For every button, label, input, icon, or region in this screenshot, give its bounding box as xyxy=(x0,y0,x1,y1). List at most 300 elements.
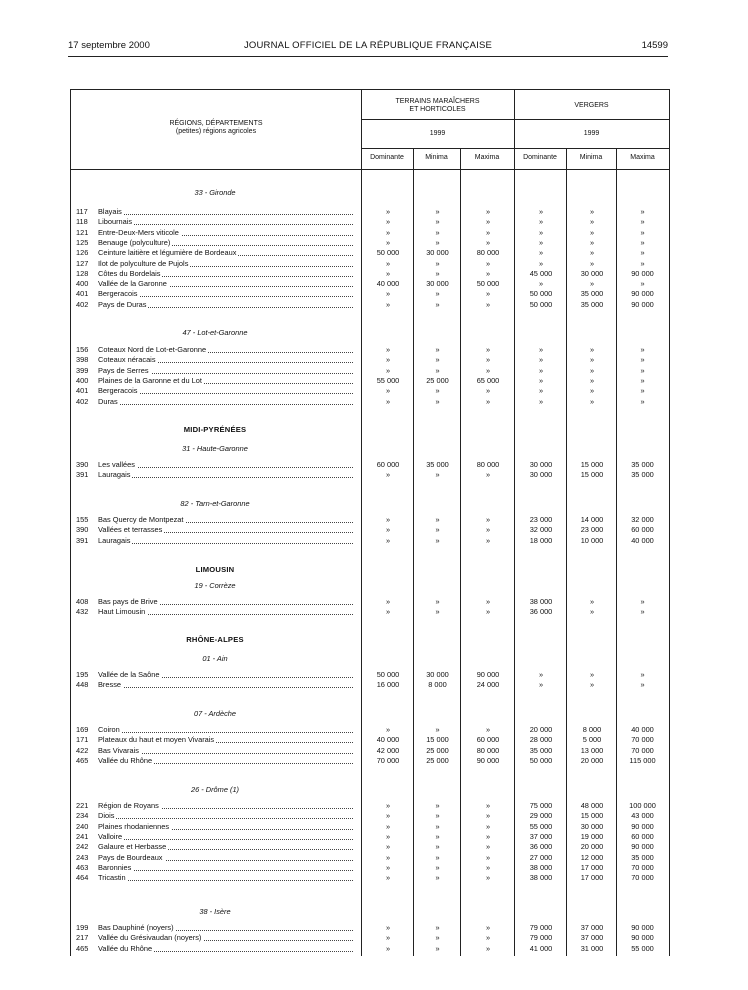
table-row xyxy=(70,460,668,470)
region-name: Blayais xyxy=(98,207,122,216)
table-row xyxy=(70,725,668,735)
value-cell: » xyxy=(538,680,544,690)
table-row xyxy=(70,269,668,279)
region-name: Ceinture laitière et légumière de Bordeaux xyxy=(98,248,237,258)
region-name: Vallée de la Saône xyxy=(98,670,160,679)
region-column-header xyxy=(71,120,361,136)
value-cell: 60 000 xyxy=(631,525,654,535)
value-cell: » xyxy=(385,289,391,299)
region-heading: LIMOUSIN xyxy=(195,565,235,574)
region-name: Vallées et terrasses xyxy=(98,525,163,535)
table-row xyxy=(70,853,668,863)
value-cell: » xyxy=(435,217,440,227)
region-name: Plaines de la Garonne et du Lot xyxy=(98,375,202,385)
value-cell: » xyxy=(485,515,491,524)
value-cell: » xyxy=(640,345,645,354)
header-divider xyxy=(361,148,669,149)
value-cell: 90 000 xyxy=(476,670,500,679)
region-name-cell xyxy=(98,525,353,535)
value-cell: 80 000 xyxy=(476,248,500,258)
value-cell: 35 000 xyxy=(580,299,604,309)
region-name-cell xyxy=(98,386,353,396)
value-cell: 16 000 xyxy=(376,680,400,690)
value-cell: » xyxy=(538,396,544,406)
value-cell: » xyxy=(435,862,440,872)
region-name-cell xyxy=(98,515,353,525)
leader-dots xyxy=(98,880,353,881)
value-cell: » xyxy=(435,289,440,299)
value-cell: » xyxy=(485,237,491,247)
value-cell: 90 000 xyxy=(631,842,654,852)
value-cell: » xyxy=(589,217,595,227)
table-row xyxy=(70,811,668,821)
value-cell: » xyxy=(485,821,491,831)
value-cell: » xyxy=(640,207,645,216)
table-row xyxy=(70,397,668,407)
value-cell: » xyxy=(435,852,440,862)
value-cell: » xyxy=(435,345,440,354)
value-cell: 35 000 xyxy=(631,470,654,480)
region-name-cell xyxy=(98,933,353,943)
region-code: 128 xyxy=(76,268,89,278)
region-name-cell xyxy=(98,269,353,279)
value-cell: » xyxy=(538,279,544,289)
value-cell: 38 000 xyxy=(529,873,553,883)
value-cell: » xyxy=(589,248,595,258)
value-cell: 13 000 xyxy=(580,745,604,755)
value-cell: 79 000 xyxy=(529,933,553,943)
department-heading: 47 - Lot-et-Garonne xyxy=(182,328,248,337)
region-code: 391 xyxy=(76,470,89,480)
value-cell: » xyxy=(385,345,391,354)
value-cell: » xyxy=(485,852,491,862)
value-cell: 90 000 xyxy=(631,923,654,932)
region-name-cell xyxy=(98,366,353,376)
value-cell: 50 000 xyxy=(376,248,400,258)
value-cell: » xyxy=(538,227,544,237)
table-row xyxy=(70,822,668,832)
value-cell: » xyxy=(485,345,491,354)
region-name-cell xyxy=(98,217,353,227)
region-name-cell xyxy=(98,355,353,365)
value-cell: 20 000 xyxy=(580,755,604,765)
value-cell: 35 000 xyxy=(631,852,654,862)
value-cell: » xyxy=(538,375,544,385)
value-cell: » xyxy=(485,355,491,365)
region-name: Libournais xyxy=(98,217,133,227)
value-cell: 30 000 xyxy=(580,821,604,831)
region-name: Vallée de la Garonne xyxy=(98,279,167,289)
value-cell: 40 000 xyxy=(376,279,400,289)
value-cell: 90 000 xyxy=(631,933,654,943)
leader-dots xyxy=(98,214,353,215)
value-cell: » xyxy=(485,873,491,883)
leader-dots xyxy=(98,404,353,405)
region-name-cell xyxy=(98,536,353,546)
value-cell: » xyxy=(435,923,440,932)
value-cell: » xyxy=(640,217,645,227)
value-cell: » xyxy=(435,207,440,216)
value-cell: 37 000 xyxy=(580,933,604,943)
value-cell: 43 000 xyxy=(631,811,654,821)
year-header-2: 1999 xyxy=(583,130,600,137)
region-code: 400 xyxy=(76,375,89,385)
region-name: Coiron xyxy=(98,725,120,734)
value-cell: » xyxy=(385,725,391,734)
leader-dots xyxy=(98,732,353,733)
value-cell: 80 000 xyxy=(476,460,500,469)
value-cell: » xyxy=(435,597,440,606)
value-cell: 70 000 xyxy=(631,745,654,755)
value-cell: » xyxy=(385,873,391,883)
header-title: JOURNAL OFFICIEL DE LA RÉPUBLIQUE FRANÇAISE xyxy=(243,40,493,51)
value-cell: » xyxy=(385,943,391,953)
value-cell: 90 000 xyxy=(631,289,654,299)
value-cell: » xyxy=(485,943,491,953)
region-code: 234 xyxy=(76,811,89,821)
value-cell: » xyxy=(485,227,491,237)
region-name: Lauragais xyxy=(98,535,131,545)
value-cell: » xyxy=(640,237,645,247)
region-name-cell xyxy=(98,279,353,289)
region-code: 399 xyxy=(76,365,89,375)
value-cell: » xyxy=(485,268,491,278)
region-name: Pays de Duras xyxy=(98,299,147,309)
leader-dots xyxy=(98,687,353,688)
value-cell: » xyxy=(485,607,491,617)
region-code: 390 xyxy=(76,460,89,469)
region-column-subtitle: (petites) régions agricoles xyxy=(175,128,257,135)
region-name: Plateaux du haut et moyen Vivarais xyxy=(98,735,215,745)
value-cell: 12 000 xyxy=(580,852,604,862)
value-cell: 15 000 xyxy=(426,735,449,745)
department-heading: 01 - Ain xyxy=(202,654,228,663)
region-name: Haut Limousin xyxy=(98,607,146,617)
value-cell: 60 000 xyxy=(376,460,400,469)
value-cell: » xyxy=(640,607,645,617)
region-code: 217 xyxy=(76,933,89,943)
region-name: Valloire xyxy=(98,831,123,841)
region-name: Duras xyxy=(98,396,118,406)
region-name: Bresse xyxy=(98,680,122,690)
value-cell: » xyxy=(538,670,544,679)
region-name-cell xyxy=(98,300,353,310)
table-row xyxy=(70,289,668,299)
region-code: 199 xyxy=(76,923,89,932)
value-cell: » xyxy=(640,279,645,289)
region-code: 169 xyxy=(76,725,89,734)
region-name: Côtes du Bordelais xyxy=(98,268,161,278)
region-name: Vallée du Rhône xyxy=(98,943,153,953)
region-code: 155 xyxy=(76,515,89,524)
region-code: 464 xyxy=(76,873,89,883)
table-row xyxy=(70,279,668,289)
value-cell: 10 000 xyxy=(580,535,604,545)
value-cell: 50 000 xyxy=(529,755,553,765)
region-name-cell xyxy=(98,842,353,852)
value-cell: » xyxy=(485,831,491,841)
value-cell: » xyxy=(435,268,440,278)
region-name: Région de Royans xyxy=(98,801,159,810)
value-cell: » xyxy=(640,365,645,375)
region-name-cell xyxy=(98,238,353,248)
value-cell: 79 000 xyxy=(529,923,553,932)
value-cell: 30 000 xyxy=(529,460,553,469)
value-cell: 55 000 xyxy=(631,943,654,953)
value-cell: 31 000 xyxy=(580,943,604,953)
region-name-cell xyxy=(98,822,353,832)
value-cell: » xyxy=(385,607,391,617)
value-cell: 15 000 xyxy=(580,811,604,821)
region-name-cell xyxy=(98,289,353,299)
region-name: Diois xyxy=(98,811,115,821)
value-cell: » xyxy=(485,923,491,932)
table-row xyxy=(70,386,668,396)
header-rule xyxy=(68,56,668,57)
value-cell: » xyxy=(435,525,440,535)
value-cell: » xyxy=(435,933,440,943)
value-cell: » xyxy=(385,217,391,227)
value-cell: 90 000 xyxy=(476,755,500,765)
value-cell: 80 000 xyxy=(476,745,500,755)
table-row xyxy=(70,207,668,217)
value-cell: » xyxy=(640,258,645,268)
col-header-dominante: Dominante xyxy=(523,154,557,161)
group-header-terrains-line1: TERRAINS MARAÎCHERS xyxy=(395,98,480,105)
value-cell: » xyxy=(435,237,440,247)
value-cell: » xyxy=(435,831,440,841)
region-name-cell xyxy=(98,248,353,258)
region-column-title: RÉGIONS, DÉPARTEMENTS xyxy=(169,120,263,127)
region-name-cell xyxy=(98,207,353,217)
region-name-cell xyxy=(98,680,353,690)
value-cell: » xyxy=(485,396,491,406)
region-name: Bergeracois xyxy=(98,386,138,396)
value-cell: » xyxy=(485,933,491,943)
department-heading: 19 - Corrèze xyxy=(194,581,236,590)
value-cell: » xyxy=(435,725,440,734)
value-cell: » xyxy=(640,680,645,690)
leader-dots xyxy=(98,818,353,819)
value-cell: » xyxy=(485,470,491,480)
region-name: Plaines rhodaniennes xyxy=(98,821,170,831)
value-cell: 75 000 xyxy=(529,801,553,810)
value-cell: 38 000 xyxy=(529,597,553,606)
value-cell: 5 000 xyxy=(582,735,602,745)
leader-dots xyxy=(98,543,353,544)
value-cell: » xyxy=(485,811,491,821)
department-heading: 38 - Isère xyxy=(199,907,231,916)
region-name-cell xyxy=(98,863,353,873)
value-cell: » xyxy=(538,355,544,365)
table-row xyxy=(70,873,668,883)
department-heading: 82 - Tarn-et-Garonne xyxy=(180,499,250,508)
value-cell: 45 000 xyxy=(529,268,553,278)
region-name-cell xyxy=(98,597,353,607)
value-cell: » xyxy=(385,842,391,852)
value-cell: 50 000 xyxy=(529,289,553,299)
region-name-cell xyxy=(98,801,353,811)
value-cell: » xyxy=(485,801,491,810)
region-code: 118 xyxy=(76,217,88,227)
value-cell: 17 000 xyxy=(580,862,604,872)
value-cell: » xyxy=(538,258,544,268)
region-name-cell xyxy=(98,853,353,863)
header-page-number: 14599 xyxy=(641,40,668,51)
region-name: Lauragais xyxy=(98,470,131,480)
group-header-vergers: VERGERS xyxy=(574,102,609,109)
region-code: 171 xyxy=(76,735,89,745)
value-cell: » xyxy=(589,680,595,690)
value-cell: » xyxy=(589,386,595,396)
value-cell: 90 000 xyxy=(631,268,654,278)
region-code: 398 xyxy=(76,355,89,365)
region-name: Les vallées xyxy=(98,460,135,469)
value-cell: » xyxy=(435,258,440,268)
value-cell: » xyxy=(385,227,391,237)
value-cell: 15 000 xyxy=(580,460,604,469)
value-cell: » xyxy=(485,862,491,872)
value-cell: 42 000 xyxy=(376,745,400,755)
value-cell: » xyxy=(385,535,391,545)
region-code: 241 xyxy=(76,831,89,841)
value-cell: » xyxy=(485,299,491,309)
value-cell: 90 000 xyxy=(631,821,654,831)
region-name-cell xyxy=(98,376,353,386)
value-cell: » xyxy=(640,355,645,365)
value-cell: 70 000 xyxy=(631,735,654,745)
value-cell: 70 000 xyxy=(376,755,400,765)
region-name-cell xyxy=(98,228,353,238)
table-row xyxy=(70,801,668,811)
region-name-cell xyxy=(98,397,353,407)
value-cell: 60 000 xyxy=(476,735,500,745)
table-row xyxy=(70,536,668,546)
region-name-cell xyxy=(98,470,353,480)
value-cell: 8 000 xyxy=(582,725,602,734)
value-cell: 36 000 xyxy=(529,842,553,852)
value-cell: » xyxy=(538,207,544,216)
region-name: Bas Dauphiné (noyers) xyxy=(98,923,174,932)
region-code: 448 xyxy=(76,680,89,690)
region-code: 390 xyxy=(76,525,89,535)
value-cell: » xyxy=(435,821,440,831)
value-cell: 8 000 xyxy=(428,680,447,690)
value-cell: 55 000 xyxy=(529,821,553,831)
value-cell: » xyxy=(385,831,391,841)
value-cell: » xyxy=(385,933,391,943)
region-code: 221 xyxy=(76,801,89,810)
region-code: 465 xyxy=(76,755,89,765)
table-row xyxy=(70,525,668,535)
value-cell: 18 000 xyxy=(529,535,553,545)
value-cell: 30 000 xyxy=(426,248,449,258)
table-row xyxy=(70,607,668,617)
value-cell: » xyxy=(640,386,645,396)
region-name-cell xyxy=(98,811,353,821)
table-row xyxy=(70,228,668,238)
region-name: Ilot de polyculture de Pujols xyxy=(98,258,189,268)
value-cell: » xyxy=(538,345,544,354)
table-row xyxy=(70,597,668,607)
table-row xyxy=(70,238,668,248)
value-cell: 17 000 xyxy=(580,873,604,883)
value-cell: 23 000 xyxy=(529,515,553,524)
value-cell: 70 000 xyxy=(631,862,654,872)
table-row xyxy=(70,259,668,269)
value-cell: » xyxy=(538,237,544,247)
table-row xyxy=(70,832,668,842)
region-code: 400 xyxy=(76,279,89,289)
col-header-dominante: Dominante xyxy=(370,154,404,161)
region-heading: MIDI-PYRÉNÉES xyxy=(183,425,247,434)
region-name: Vallée du Rhône xyxy=(98,755,153,765)
value-cell: » xyxy=(385,355,391,365)
value-cell: » xyxy=(589,258,595,268)
table-row xyxy=(70,345,668,355)
value-cell: » xyxy=(589,207,595,216)
value-cell: 50 000 xyxy=(476,279,500,289)
value-cell: » xyxy=(538,217,544,227)
region-code: 243 xyxy=(76,852,89,862)
value-cell: » xyxy=(385,365,391,375)
value-cell: » xyxy=(385,299,391,309)
value-cell: » xyxy=(435,227,440,237)
value-cell: » xyxy=(589,670,595,679)
value-cell: » xyxy=(485,725,491,734)
value-cell: » xyxy=(589,396,595,406)
value-cell: 35 000 xyxy=(529,745,553,755)
value-cell: » xyxy=(385,852,391,862)
value-cell: » xyxy=(538,248,544,258)
value-cell: 36 000 xyxy=(529,607,553,617)
value-cell: » xyxy=(485,386,491,396)
department-heading: 31 - Haute-Garonne xyxy=(182,444,248,453)
leader-dots xyxy=(98,839,353,840)
value-cell: » xyxy=(435,386,440,396)
value-cell: » xyxy=(640,670,645,679)
value-cell: 20 000 xyxy=(580,842,604,852)
value-cell: 50 000 xyxy=(376,670,400,679)
table-row xyxy=(70,680,668,690)
region-code: 127 xyxy=(76,258,89,268)
value-cell: » xyxy=(640,248,645,258)
value-cell: 115 000 xyxy=(629,755,656,765)
value-cell: » xyxy=(385,525,391,535)
region-name: Vallée du Grésivaudan (noyers) xyxy=(98,933,202,943)
table-row xyxy=(70,923,668,933)
region-name-cell xyxy=(98,756,353,766)
region-name: Tricastin xyxy=(98,873,126,883)
table-row xyxy=(70,470,668,480)
col-header-maxima: Maxima xyxy=(474,154,500,161)
table-row xyxy=(70,217,668,227)
value-cell: 100 000 xyxy=(629,801,656,810)
value-cell: » xyxy=(435,811,440,821)
value-cell: » xyxy=(385,207,391,216)
value-cell: » xyxy=(485,258,491,268)
value-cell: » xyxy=(485,597,491,606)
value-cell: » xyxy=(485,365,491,375)
value-cell: 40 000 xyxy=(376,735,400,745)
value-cell: » xyxy=(589,607,595,617)
value-cell: 32 000 xyxy=(529,525,553,535)
region-name-cell xyxy=(98,607,353,617)
value-cell: 40 000 xyxy=(631,535,654,545)
region-name-cell xyxy=(98,832,353,842)
value-cell: » xyxy=(435,607,440,617)
region-name: Bergeracois xyxy=(98,289,138,299)
